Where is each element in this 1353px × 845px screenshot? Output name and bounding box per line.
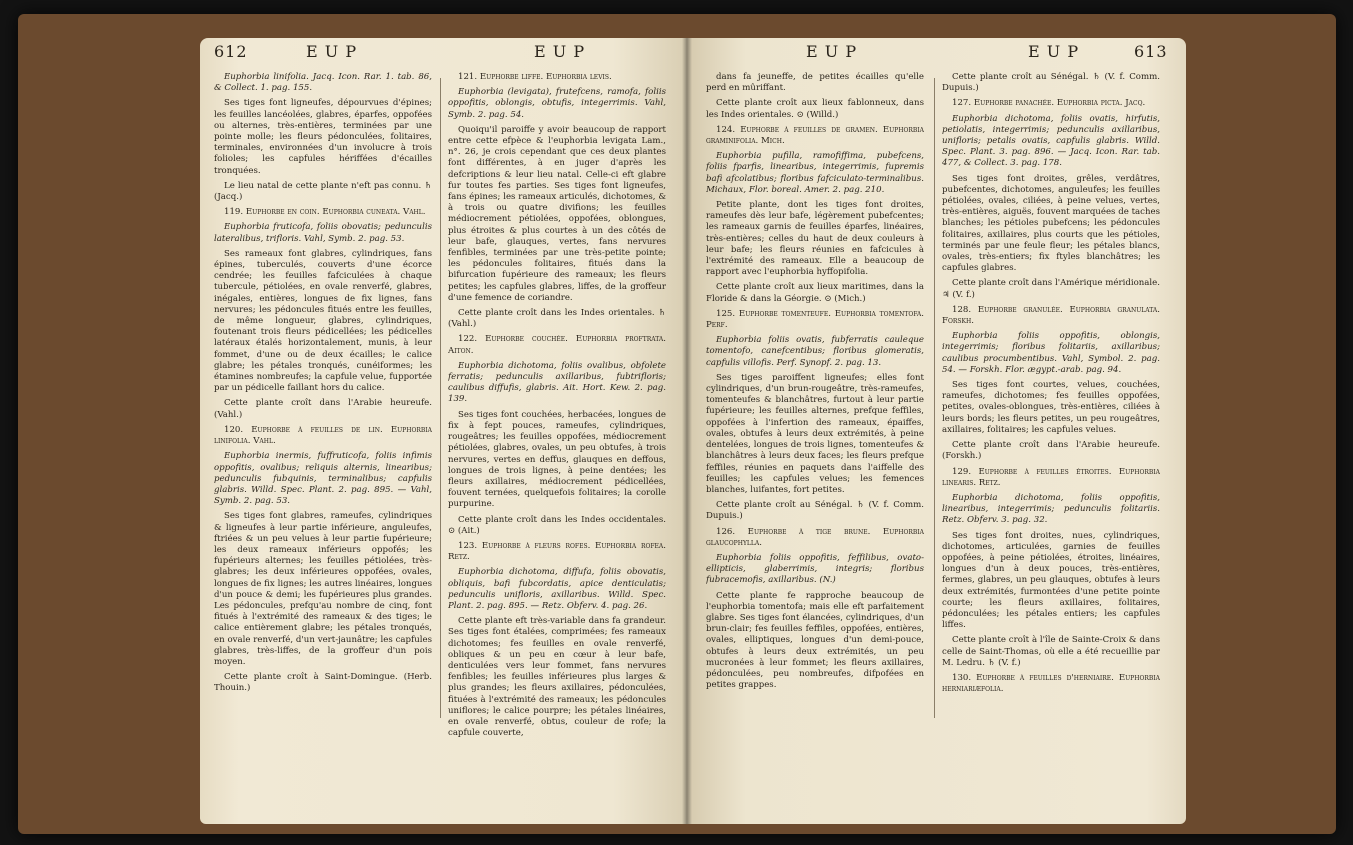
paragraph: Cette plante croît dans l'Arabie heureufe. (Forskh.) (942, 440, 1160, 462)
paragraph: Euphorbia foliis ovatis, fubferratis cauleque tomentofo, canefcentibus; floribus glomeratis, capfulis villofis. Perf. Synopf. 2. pag. 13. (706, 335, 924, 368)
paragraph: Euphorbia dichotoma, foliis oppofitis, linearibus, integerrimis; pedunculis folitariis. Retz. Obferv. 3. pag. 32. (942, 492, 1160, 526)
paragraph: Euphorbia linifolia. Jacq. Icon. Rar. 1. tab. 86, & Collect. 1. pag. 155. (214, 72, 432, 94)
entry-heading: 130. Euphorbe à feuilles d'herniaire. Euphorbia herniariæfolia. (942, 672, 1160, 695)
paragraph: Ses tiges font glabres, rameufes, cylindriques & ligneufes à leur partie inférieure, anguleufes, ftriées & un peu velues à leur partie fupérieure; les deux rameaux inférieurs oppofés; les fupérieurs alternes; les feuilles pétiolées, très-glabres; les deux inférieures oppofées, ovales, longues de fix lignes; les autres linéaires, longues d'un pouce & demi; les fupérieures plus grandes. Les pédoncules, prefqu'au nombre de cinq, font fitués à l'extrémité des rameaux & des tiges; le calice entièrement glabre; les pétales tronqués, en ovale renverfé, d'un vert-jaunâtre; les capfules glabres, très-liffes, de la groffeur d'un pois moyen. (214, 511, 432, 667)
paragraph: dans fa jeuneffe, de petites écailles qu'elle perd en mûriffant. (706, 72, 924, 94)
entry-heading: 129. Euphorbe à feuilles étroites. Euphorbia linearis. Retz. (942, 466, 1160, 488)
entry-heading: 123. Euphorbe à fleurs rofes. Euphorbia rofea. Retz. (448, 540, 666, 563)
entry-heading: 127. Euphorbe panachée. Euphorbia picta. Jacq. (952, 98, 1146, 109)
paragraph: Euphorbia foliis oppofitis, oblongis, integerrimis; floribus folitariis, axillaribus; caulibus procumbentibus. Vahl, Symbol. 2. pag. 54. — Forskh. Flor. ægypt.-arab. pag. 94. (942, 331, 1160, 375)
left-page (200, 38, 686, 824)
running-head: E U P (1028, 42, 1080, 61)
entry-heading: 128. Euphorbe granulée. Euphorbia granulata. Forskh. (942, 304, 1160, 327)
paragraph: Ses tiges font droites, grêles, verdâtres, pubefcentes, dichotomes, anguleufes; les feuilles pétiolées, ovales, ciliées, à peine velues, vertes, très-entières, aiguës, fouvent marquées de taches blanches; les pétioles pubefcens; les pédoncules folitaires, axillaires, plus courts que les pétioles, terminés par une feule fleur; les pétales blancs, ovales, très-entiers; fix ftyles blanchâtres; les capfules glabres. (942, 173, 1160, 274)
column-rule (934, 78, 935, 718)
book-gutter (682, 38, 692, 824)
paragraph: Le lieu natal de cette plante n'eft pas connu. ♄ (Jacq.) (214, 180, 432, 203)
paragraph: Quoiqu'il paroiffe y avoir beaucoup de rapport entre cette efpèce & l'euphorbia levigata Lam., n°. 26, je crois cependant que ces deux plantes font différentes, à en juger d'après les defcriptions & leur lieu natal. Celle-ci eft glabre fur toutes fes parties. Ses tiges font ligneufes, fans épines; les rameaux articulés, dichotomes, & à trois ou quatre divifions; les feuilles médiocrement pétiolées, oppofées, oblongues, plus étroites & plus courtes à un des côtés de leur bafe, glauques, vertes, fans nervures fenfibles, terminées par une très-petite pointe; les pédoncules folitaires, fitués dans la bifurcation fupérieure des rameaux; les fleurs petites; les capfules glabres, liffes, de la groffeur d'une femence de coriandre. (448, 124, 666, 303)
entry-heading: 122. Euphorbe couchée. Euphorbia proftrata. Aiton. (448, 334, 666, 356)
paragraph: Ses tiges font courtes, velues, couchées, rameufes, dichotomes; fes feuilles oppofées, petites, ovales-oblongues, très-entières, ciliées à leurs bords; les fleurs petites, un peu rougeâtres, axillaires, folitaires; les capfules velues. (942, 380, 1160, 435)
paragraph: Cette plante croît au Sénégal. ♄ (V. f. Comm. Dupuis.) (942, 72, 1160, 94)
paragraph: Euphorbia inermis, fuffruticofa, foliis infimis oppofitis, ovalibus; reliquis alternis, linearibus; pedunculis fubquinis, terminalibus; capfulis glabris. Willd. Spec. Plant. 2. pag. 895. — Vahl, Symb. 2. pag. 53. (214, 451, 432, 507)
paragraph: Cette plante croît dans les Indes occidentales. ⊙ (Ait.) (448, 514, 666, 536)
paragraph: Euphorbia foliis oppofitis, feffilibus, ovato-ellipticis, glaberrimis, integris; floribus fubracemofis, axillaribus. (N.) (706, 552, 924, 586)
paragraph: Ses tiges font ligneufes, dépourvues d'épines; les feuilles lancéolées, glabres, éparfes, oppofées ou alternes, très-entières, terminées par une pointe molle; les fleurs pédonculées, folitaires, terminales, environnées d'un involucre à trois folioles; les capfules hériffées d'écailles tronquées. (214, 98, 432, 176)
entry-heading: 124. Euphorbe à feuilles de gramen. Euphorbia graminifolia. Mich. (706, 124, 924, 147)
paragraph: Euphorbia fruticofa, foliis obovatis; pedunculis lateralibus, trifloris. Vahl, Symb. 2. pag. 53. (214, 222, 432, 244)
paragraph: Ses tiges font droites, nues, cylindriques, dichotomes, articulées, garnies de feuilles oppofées, à peine pétiolées, étroites, linéaires, longues d'un à deux pouces, très-entières, fermes, glabres, un peu glauques, obtufes à leurs deux extrémités, furmontées d'une petite pointe courte; les fleurs axillaires, folitaires, pédonculées; les pétales entiers; les capfules liffes. (942, 530, 1160, 631)
running-head: E U P (306, 42, 358, 61)
text-column-1 (214, 72, 432, 772)
paragraph: Petite plante, dont les tiges font droites, rameufes dès leur bafe, légèrement pubefcentes; les rameaux garnis de feuilles éparfes, linéaires, très-entières; celles du haut de deux couleurs à leur bafe; les fleurs réunies en fafcicules à l'extrémité des rameaux. Elle a beaucoup de rapport avec l'euphorbia hyffopifolia. (706, 200, 924, 278)
paragraph: Cette plante eft très-variable dans fa grandeur. Ses tiges font étalées, comprimées; fes rameaux dichotomes; fes feuilles en ovale renverfé, obliques & un peu en cœur à leur bafe, denticulées vers leur fommet, fans nervures fenfibles; les feuilles inférieures plus larges & plus grandes; les fleurs axillaires, pédonculées, fituées à l'extrémité des rameaux; les pédoncules uniflores; le calice pourpre; les pétales linéaires, en ovale renverfé, obtus, couleur de rofe; la capfule couverte, (448, 616, 666, 739)
paragraph: Cette plante croît dans l'Amérique méridionale. ♃ (V. f.) (942, 278, 1160, 300)
running-head: E U P (534, 42, 586, 61)
right-page (686, 38, 1186, 824)
paragraph: Cette plante croît aux lieux fablonneux, dans les Indes orientales. ⊙ (Willd.) (706, 98, 924, 120)
paragraph: Cette plante croît au Sénégal. ♄ (V. f. Comm. Dupuis.) (706, 500, 924, 522)
paragraph: Cette plante fe rapproche beaucoup de l'euphorbia tomentofa; mais elle eft parfaitement glabre. Ses tiges font élancées, cylindriques, d'un brun-clair; fes feuilles feffiles, oppofées, entières, ovales, elliptiques, longues d'un demi-pouce, obtufes à leurs deux extrémités, un peu mucronées à leur fommet; les fleurs axillaires, pédonculées, peu nombreufes, difpofées en petites grappes. (706, 590, 924, 691)
column-rule (440, 78, 441, 718)
entry-heading: 119. Euphorbe en coin. Euphorbia cuneata. Vahl. (224, 207, 426, 218)
entry-heading: 120. Euphorbe à feuilles de lin. Euphorbia linifolia. Vahl. (214, 424, 432, 447)
paragraph: Cette plante croît aux lieux maritimes, dans la Floride & dans la Géorgie. ⊙ (Mich.) (706, 282, 924, 304)
paragraph: Cette plante croît dans les Indes orientales. ♄ (Vahl.) (448, 308, 666, 330)
entry-heading: 121. Euphorbe liffe. Euphorbia levis. (458, 72, 612, 82)
paragraph: Euphorbia dichotoma, diffufa, foliis obovatis, obliquis, bafi fubcordatis, apice denticulatis; pedunculis unifloris, axillaribus. Willd. Spec. Plant. 2. pag. 895. — Retz. Obferv. 4. pag. 26. (448, 567, 666, 611)
paragraph: Euphorbia (levigata), frutefcens, ramofa, foliis oppofitis, oblongis, obtufis, integerrimis. Vahl, Symb. 2. pag. 54. (448, 87, 666, 120)
paragraph: Cette plante croît dans l'Arabie heureufe. (Vahl.) (214, 398, 432, 420)
text-column-2 (448, 72, 666, 772)
running-head: E U P (806, 42, 858, 61)
paragraph: Euphorbia pufilla, ramofiffima, pubefcens, foliis fparfis, linearibus, integerrimis, fupremis bafi afcolatibus; floribus fafciculato-terminalibus. Michaux, Flor. boreal. Amer. 2. pag. 210. (706, 151, 924, 195)
page-number: 613 (1134, 42, 1168, 61)
paragraph: Ses tiges font couchées, herbacées, longues de fix à fept pouces, rameufes, cylindriques, rougeâtres; les feuilles oppofées, médiocrement pétiolées, glabres, ovales, un peu obtufes, à trois nervures, vertes en deffus, glauques en deffous, longues de trois lignes, à peine dentées; les fleurs axillaires, médiocrement pédicellées, fouvent ternées, quelquefois folitaires; la corolle purpurine. (448, 409, 666, 510)
paragraph: Euphorbia dichotoma, foliis ovatis, hirfutis, petiolatis, integerrimis; pedunculis axillaribus, unifloris; petalis ovatis, capfulis glabris. Willd. Spec. Plant. 3. pag. 896. — Jacq. Icon. Rar. tab. 477, & Collect. 3. pag. 178. (942, 113, 1160, 169)
paragraph: Euphorbia dichotoma, foliis ovalibus, obfolete ferratis; pedunculis axillaribus, fubtrifloris; caulibus diffufis, glabris. Ait. Hort. Kew. 2. pag. 139. (448, 360, 666, 405)
paragraph: Ses rameaux font glabres, cylindriques, fans épines, tuberculés, couverts d'une écorce cendrée; les feuilles fafciculées à chaque tubercule, pétiolées, en ovale renverfé, glabres, inégales, entières, longues de fix lignes, fans nervures; les pédoncules fitués entre les feuilles, de même longueur, glabres, cylindriques, foutenant trois fleurs pédicellées; les pédicelles latéraux étalés horizontalement, munis, à leur fommet, d'une ou de deux écailles; le calice glabre; les pétales tronqués, cunéiformes; les étamines nombreufes; la capfule velue, fupportée par un pédicelle faillant hors du calice. (214, 248, 432, 394)
paragraph: Cette plante croît à l'île de Sainte-Croix & dans celle de Saint-Thomas, où elle a été recueillie par M. Ledru. ♄ (V. f.) (942, 635, 1160, 668)
entry-heading: 126. Euphorbe à tige brune. Euphorbia glaucophylla. (706, 526, 924, 548)
paragraph: Ses tiges paroiffent ligneufes; elles font cylindriques, d'un brun-rougeâtre, très-rameufes, tomenteufes & blanchâtres, furtout à leur partie fupérieure; les feuilles alternes, prefque feffiles, oppofées à l'infertion des rameaux, épaiffes, ovales, obtufes à leurs deux extrémités, à peine dentelées, longues de trois lignes, tomenteufes & blanchâtres à leurs deux faces; les fleurs prefque feffiles, réunies en paquets dans l'aiffelle des feuilles; les capfules velues; les femences blanches, luifantes, fort petites. (706, 372, 924, 495)
entry-heading: 125. Euphorbe tomenteufe. Euphorbia tomentofa. Perf. (706, 308, 924, 331)
paragraph: Cette plante croît à Saint-Domingue. (Herb. Thouin.) (214, 672, 432, 694)
page-number: 612 (214, 42, 248, 61)
text-column-2 (942, 72, 1160, 772)
text-column-1 (706, 72, 924, 772)
